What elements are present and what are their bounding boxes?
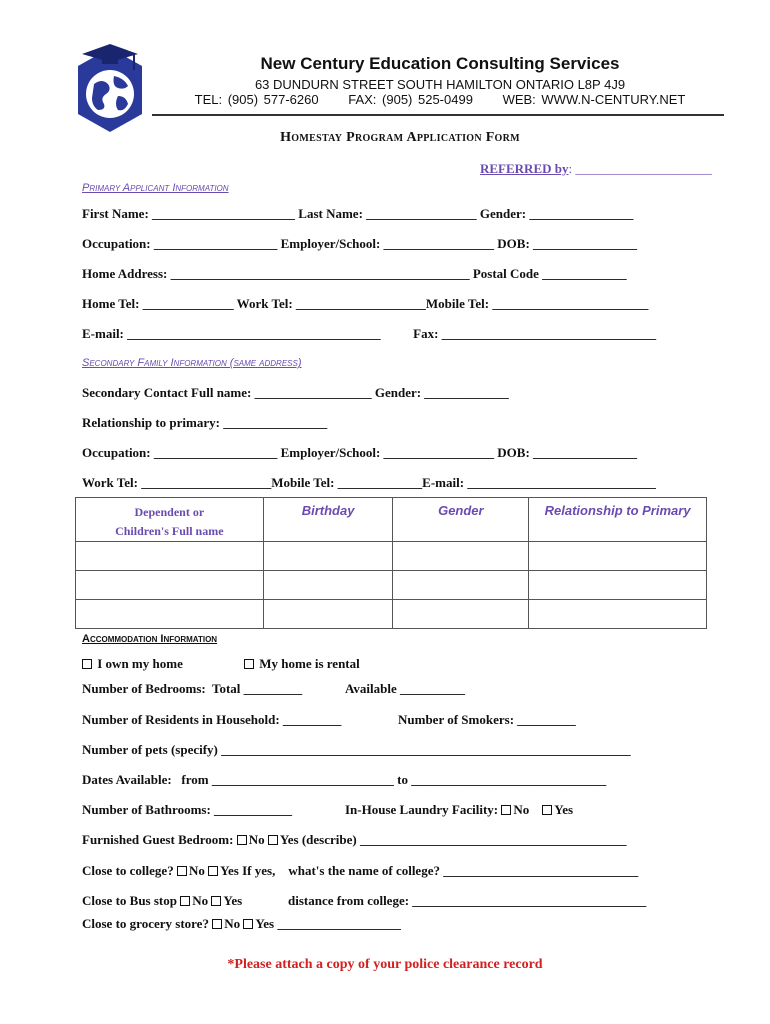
graduation-globe-logo-icon xyxy=(72,40,148,136)
laundry-label: In-House Laundry Facility: xyxy=(345,802,502,817)
table-cell[interactable] xyxy=(263,571,393,600)
secondary-relationship-line[interactable]: Relationship to primary: ________________ xyxy=(82,415,328,430)
grocery-no-label: No xyxy=(224,916,241,931)
table-cell[interactable] xyxy=(76,600,264,629)
laundry-line xyxy=(345,802,573,818)
laundry-no-label: No xyxy=(513,802,530,817)
primary-name-line[interactable]: First Name: ______________________ Last Name: _________________ Gender: ________________ xyxy=(82,206,634,221)
checkbox-icon[interactable] xyxy=(501,805,511,815)
tel-text: TEL: (905) 577-6260 xyxy=(194,92,319,107)
col-dependent-line2: Children's Full name xyxy=(115,524,224,538)
table-cell[interactable] xyxy=(393,542,529,571)
checkbox-icon[interactable] xyxy=(82,659,92,669)
primary-occupation-line[interactable]: Occupation: ___________________ Employer/School: _________________ DOB: ________________ xyxy=(82,236,638,251)
college-label: Close to college? xyxy=(82,863,177,878)
residents-line[interactable]: Number of Residents in Household: _________ xyxy=(82,712,342,727)
secondary-phone-line[interactable]: Work Tel: ____________________Mobile Tel: _____________E-mail: _____________________________ xyxy=(82,475,656,490)
table-cell[interactable] xyxy=(529,600,707,629)
table-cell[interactable] xyxy=(76,542,264,571)
primary-address-line[interactable]: Home Address: ______________________________________________ Postal Code _____________ xyxy=(82,266,627,281)
checkbox-icon[interactable] xyxy=(244,659,254,669)
primary-section-heading: Primary Applicant Information xyxy=(82,182,229,194)
secondary-occupation-line[interactable]: Occupation: ___________________ Employer/School: _________________ DOB: ________________ xyxy=(82,445,638,460)
grocery-yes-label[interactable]: Yes ___________________ xyxy=(255,916,401,931)
col-gender: Gender xyxy=(393,498,529,542)
checkbox-icon[interactable] xyxy=(268,835,278,845)
college-line xyxy=(82,863,638,879)
college-no-label: No xyxy=(188,863,205,878)
table-header-row xyxy=(76,498,707,542)
checkbox-icon[interactable] xyxy=(208,866,218,876)
referred-by-blank: : _____________________ xyxy=(568,161,712,176)
table-row xyxy=(76,571,707,600)
college-yes-label[interactable]: Yes If yes, what's the name of college? ______________________________ xyxy=(220,863,639,878)
checkbox-icon[interactable] xyxy=(211,896,221,906)
table-cell[interactable] xyxy=(393,600,529,629)
bus-stop-label: Close to Bus stop xyxy=(82,893,181,908)
checkbox-icon[interactable] xyxy=(243,919,253,929)
laundry-yes-label: Yes xyxy=(554,802,574,817)
checkbox-icon[interactable] xyxy=(212,919,222,929)
checkbox-icon[interactable] xyxy=(542,805,552,815)
form-title: Homestay Program Application Form xyxy=(280,130,520,145)
available-line[interactable]: Available __________ xyxy=(345,681,466,696)
contact-line xyxy=(150,92,730,107)
col-birthday: Birthday xyxy=(263,498,393,542)
organization-address: 63 DUNDURN STREET SOUTH HAMILTON ONTARIO L8P 4J9 xyxy=(254,77,626,92)
table-cell[interactable] xyxy=(529,571,707,600)
organization-name: New Century Education Consulting Services xyxy=(260,54,620,73)
accommodation-section-heading: Accommodation Information xyxy=(82,633,218,645)
distance-line[interactable]: distance from college: ____________________________________ xyxy=(288,893,647,908)
primary-email-line[interactable]: E-mail: _______________________________________ Fax: _________________________________ xyxy=(82,326,657,341)
own-home-option[interactable] xyxy=(82,656,183,672)
guest-yes-describe[interactable]: Yes (describe) _________________________________________ xyxy=(279,832,627,847)
guest-bedroom-line xyxy=(82,832,626,848)
dates-line[interactable]: Dates Available: from ____________________________ to ______________________________ xyxy=(82,772,607,787)
rental-option[interactable] xyxy=(244,656,360,672)
web-text: WEB: WWW.N-CENTURY.NET xyxy=(502,92,686,107)
table-cell[interactable] xyxy=(263,542,393,571)
guest-bedroom-label: Furnished Guest Bedroom: xyxy=(82,832,237,847)
smokers-line[interactable]: Number of Smokers: _________ xyxy=(398,712,576,727)
table-cell[interactable] xyxy=(76,571,264,600)
bus-yes-label: Yes xyxy=(223,893,243,908)
table-cell[interactable] xyxy=(393,571,529,600)
bathrooms-line[interactable]: Number of Bathrooms: ____________ xyxy=(82,802,293,817)
bus-no-label: No xyxy=(192,893,209,908)
secondary-section-heading: Secondary Family Information (same address) xyxy=(82,357,302,369)
grocery-line xyxy=(82,916,401,932)
grocery-label: Close to grocery store? xyxy=(82,916,213,931)
bedrooms-line[interactable]: Number of Bedrooms: Total _________ xyxy=(82,681,303,696)
table-cell[interactable] xyxy=(263,600,393,629)
checkbox-icon[interactable] xyxy=(237,835,247,845)
police-clearance-notice: *Please attach a copy of your police clearance record xyxy=(227,957,543,972)
checkbox-icon[interactable] xyxy=(177,866,187,876)
guest-no-label: No xyxy=(248,832,265,847)
fax-text: FAX: (905) 525-0499 xyxy=(348,92,473,107)
col-dependent-line1: Dependent or xyxy=(134,505,205,519)
dependents-table xyxy=(75,497,707,629)
bus-stop-line xyxy=(82,893,242,909)
header-divider xyxy=(152,114,724,116)
pets-line[interactable]: Number of pets (specify) _______________________________________________________________ xyxy=(82,742,631,757)
own-home-label: I own my home xyxy=(97,656,183,671)
col-dependent-name xyxy=(76,498,264,542)
table-row xyxy=(76,542,707,571)
rental-label: My home is rental xyxy=(259,656,360,671)
referred-by-field[interactable] xyxy=(480,161,712,177)
referred-by-label: REFERRED by xyxy=(480,161,569,176)
primary-phone-line[interactable]: Home Tel: ______________ Work Tel: ____________________Mobile Tel: ________________________ xyxy=(82,296,649,311)
table-row xyxy=(76,600,707,629)
checkbox-icon[interactable] xyxy=(180,896,190,906)
col-relationship: Relationship to Primary xyxy=(529,498,707,542)
table-cell[interactable] xyxy=(529,542,707,571)
secondary-name-line[interactable]: Secondary Contact Full name: __________________ Gender: _____________ xyxy=(82,385,509,400)
